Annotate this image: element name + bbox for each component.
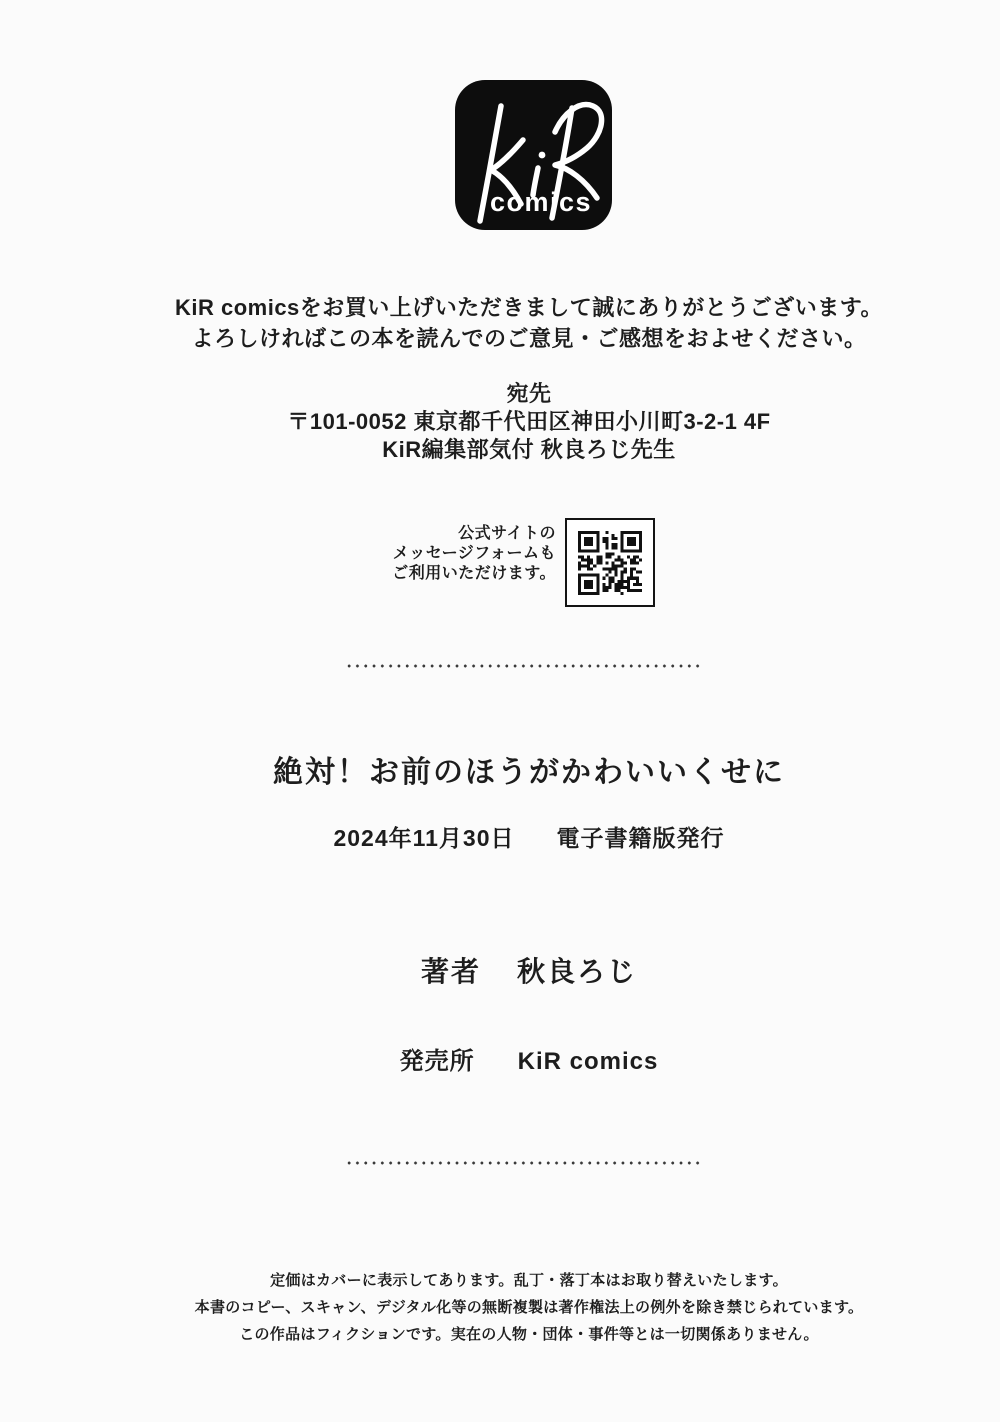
address-postal-line: 〒101-0052 東京都千代田区神田小川町3-2-1 4F <box>287 409 771 434</box>
qr-note-line-2: メッセージフォームも <box>392 545 556 562</box>
qr-note-line-3: ご利用いただけます。 <box>392 565 556 582</box>
kir-comics-logo-graphic <box>455 80 612 230</box>
dotted-divider-top <box>345 664 702 668</box>
qr-code-image <box>578 531 642 595</box>
qr-note-line-1: 公式サイトの <box>458 525 556 542</box>
publisher-label: 発売所 <box>399 1048 475 1075</box>
comics-wordmark: comics <box>489 187 593 217</box>
author-row <box>58 950 1000 990</box>
address-recipient-line: KiR編集部気付 秋良ろじ先生 <box>382 437 676 462</box>
i-dot <box>539 152 546 159</box>
address-heading: 宛先 <box>506 381 552 406</box>
kir-comics-logo <box>455 80 612 230</box>
mailing-address <box>58 380 1000 464</box>
book-title: 絶対！お前のほうがかわいいくせに <box>273 756 785 789</box>
author-label: 著者 <box>420 956 481 987</box>
author-name: 秋良ろじ <box>517 956 638 987</box>
legal-line-1: 定価はカバーに表示してあります。乱丁・落丁本はお取り替えいたします。 <box>270 1272 788 1289</box>
legal-line-3: この作品はフィクションです。実在の人物・団体・事件等とは一切関係ありません。 <box>239 1326 819 1343</box>
publication-date-row <box>58 820 1000 853</box>
legal-line-2: 本書のコピー、スキャン、デジタル化等の無断複製は著作権法上の例外を除き禁じられています。 <box>194 1299 864 1316</box>
dotted-divider-bottom <box>345 1161 702 1165</box>
thank-you-line-1: KiR comicsをお買い上げいただきまして誠にありがとうございます。 <box>174 295 884 320</box>
edition-label: 電子書籍版発行 <box>556 825 725 851</box>
thank-you-message <box>58 292 1000 354</box>
publication-date: 2024年11月30日 <box>333 825 515 851</box>
qr-code-frame <box>565 518 655 607</box>
legal-notice <box>58 1267 1000 1348</box>
publisher-name: KiR comics <box>517 1048 659 1075</box>
thank-you-line-2: よろしければこの本を読んでのご意見・ご感想をおよせください。 <box>191 326 867 351</box>
official-site-note <box>0 524 556 584</box>
publisher-row <box>58 1041 1000 1076</box>
